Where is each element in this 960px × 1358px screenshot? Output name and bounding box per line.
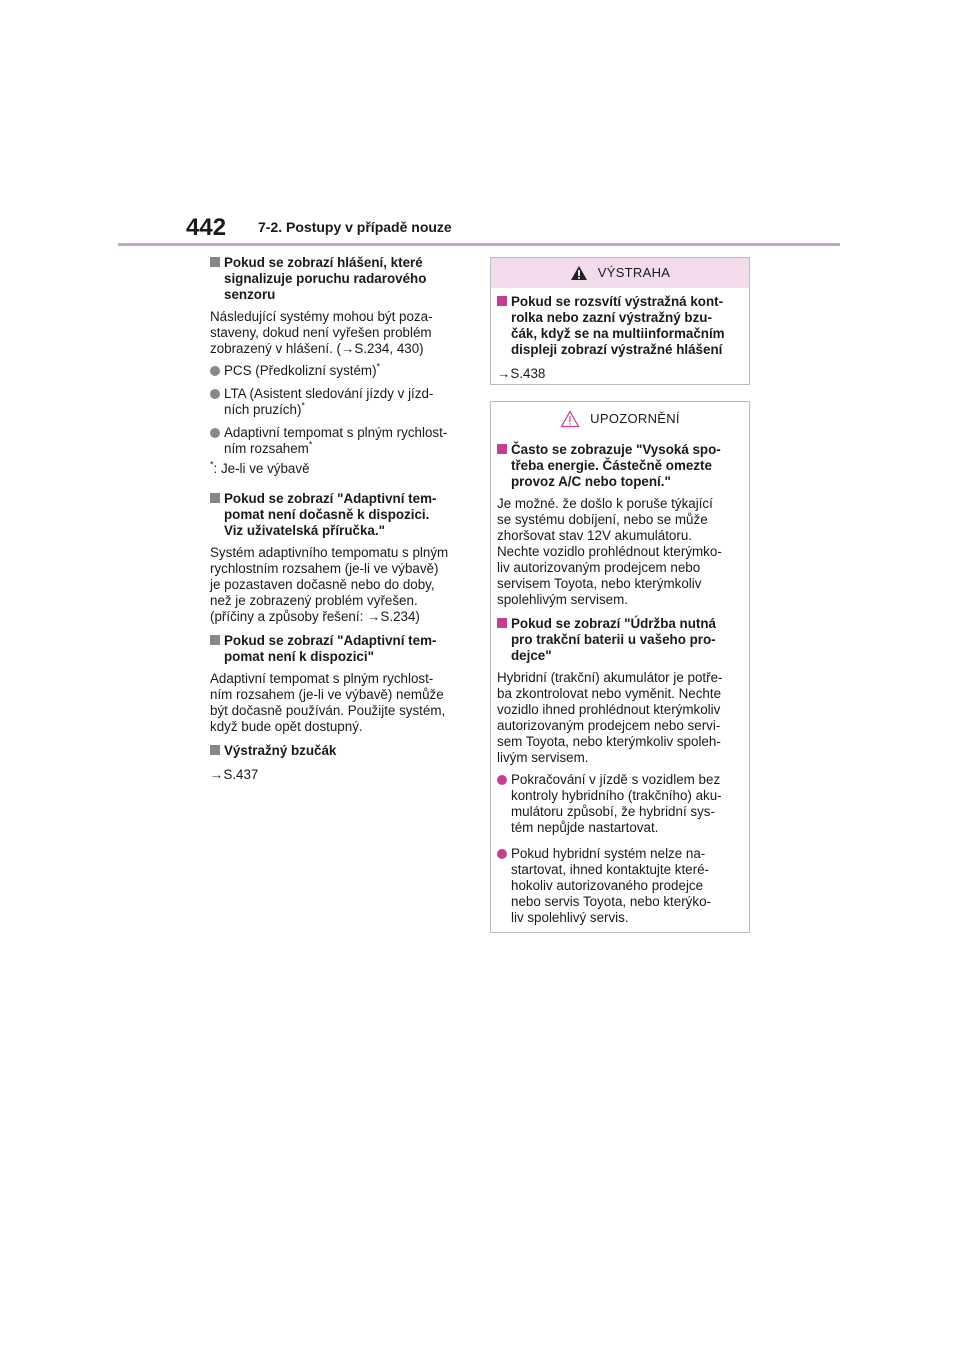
reference-buzzer: →S.437 <box>210 767 259 782</box>
warning-box <box>490 257 750 385</box>
bullet-pcs: PCS (Předkolizní systém)* <box>210 363 468 379</box>
square-bullet-icon <box>497 296 507 306</box>
bullet-acc: Adaptivní tempomat s plným rychlost- ním rozsahem* <box>210 425 468 457</box>
bullet-lta: LTA (Asistent sledování jízdy v jízd- ních pruzích)* <box>210 386 468 418</box>
notice-paragraph-traction: Hybridní (trakční) akumulátor je potře- ba zkontrolovat nebo vyměnit. Nechte vozidlo ihned prohlédnout kterýmkoliv autorizovaným prodejcem nebo servi- sem Toyota, nebo kterýmkoliv spoleh- livým servisem. <box>497 670 723 765</box>
notice-title-bar <box>491 402 749 436</box>
paragraph-acc-temporary: Systém adaptivního tempomatu s plným rychlostním rozsahem (je-li ve výbavě) je pozastaven dočasně nebo do doby, než je zobrazený problém vyřešen. (příčiny a způsoby řešení: →S.234) <box>210 545 449 624</box>
left-column <box>210 255 468 789</box>
heading-acc-temporary: Pokud se zobrazí "Adaptivní tem- pomat není dočasně k dispozici. Viz uživatelská příručka." <box>210 491 468 539</box>
round-bullet-icon <box>210 428 220 438</box>
round-bullet-icon <box>497 849 507 859</box>
square-bullet-icon <box>497 444 507 454</box>
page-number: 442 <box>186 214 227 241</box>
paragraph-radar: Následující systémy mohou být poza- staveny, dokud není vyřešen problém zobrazený v hlášení. (→S.234, 430) <box>210 309 433 356</box>
section-title: 7-2. Postupy v případě nouze <box>258 219 452 235</box>
round-bullet-icon <box>497 775 507 785</box>
warning-title: VÝSTRAHA <box>597 265 671 280</box>
warning-reference: →S.438 <box>497 366 546 381</box>
heading-acc-unavailable: Pokud se zobrazí "Adaptivní tem- pomat není k dispozici" <box>210 633 468 665</box>
notice-heading-traction: Pokud se zobrazí "Údržba nutná pro trakční baterii u vašeho pro- dejce" <box>497 616 741 664</box>
notice-bullet-continue: Pokračování v jízdě s vozidlem bez kontroly hybridního (trakčního) aku- mulátoru způsobí, že hybridní sys- tém nepůjde nastartovat. <box>497 772 741 836</box>
round-bullet-icon <box>210 389 220 399</box>
square-bullet-icon <box>210 745 220 755</box>
notice-box <box>490 401 750 933</box>
notice-title: UPOZORNĚNÍ <box>590 411 680 426</box>
round-bullet-icon <box>210 366 220 376</box>
caution-triangle-icon <box>560 410 580 428</box>
paragraph-acc-unavailable: Adaptivní tempomat s plným rychlost- ním rozsahem (je-li ve výbavě) nemůže být dočasně používán. Použijte systém, když bude opět dostupný. <box>210 671 446 734</box>
notice-heading-energy: Často se zobrazuje "Vysoká spo- třeba energie. Částečně omezte provoz A/C nebo topení." <box>497 442 741 490</box>
square-bullet-icon <box>210 257 220 267</box>
warning-title-bar <box>491 258 749 288</box>
warning-heading: Pokud se rozsvítí výstražná kont- rolka nebo zazní výstražný bzu- čák, když se na multiinformačním displeji zobrazí výstražné hlášení <box>497 294 741 358</box>
notice-paragraph-energy: Je možné. že došlo k poruše týkající se systému dobíjení, nebo se může zhoršovat stav 12V akumulátoru. Nechte vozidlo prohlédnout kterýmko- liv autorizovaným prodejcem nebo servisem Toyota, nebo kterýmkoliv spolehlivým servisem. <box>497 496 722 607</box>
square-bullet-icon <box>210 635 220 645</box>
notice-bullet-contact: Pokud hybridní systém nelze na- startovat, ihned kontaktujte které- hokoliv autorizovaného prodejce nebo servis Toyota, nebo kterýko- liv spolehlivý servis. <box>497 846 741 926</box>
heading-radar-sensor: Pokud se zobrazí hlášení, které signalizuje poruchu radarového senzoru <box>210 255 468 303</box>
warning-triangle-icon <box>570 265 588 281</box>
heading-warning-buzzer: Výstražný bzučák <box>210 743 468 759</box>
square-bullet-icon <box>210 493 220 503</box>
header-divider <box>118 243 840 246</box>
footnote: *: Je-li ve výbavě <box>210 459 310 476</box>
square-bullet-icon <box>497 618 507 628</box>
